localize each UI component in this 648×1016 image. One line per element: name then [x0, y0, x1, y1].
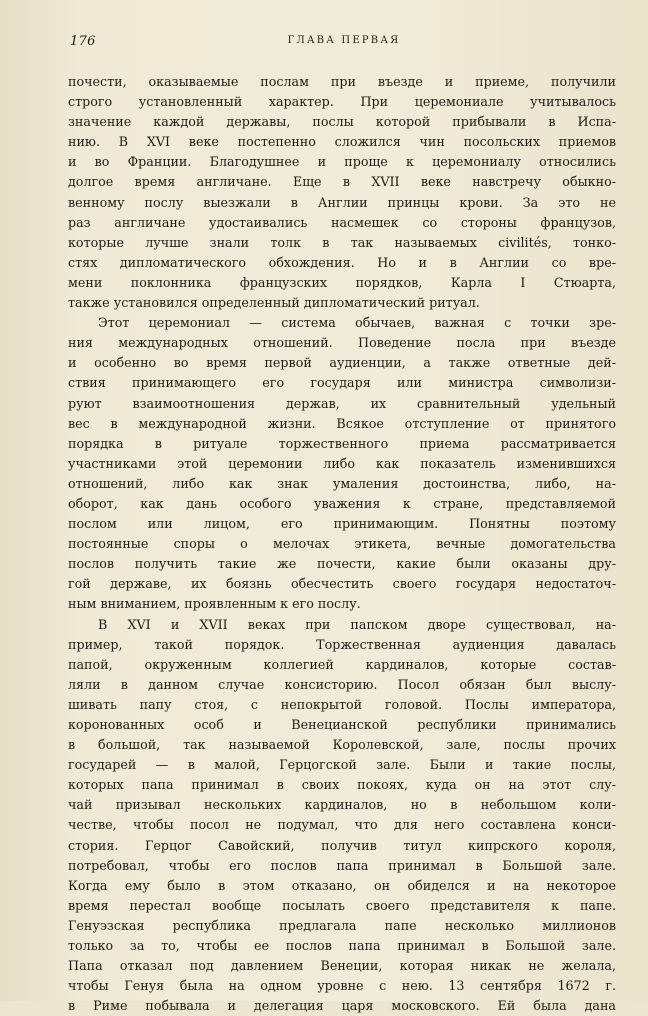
- text-line: в большой, так называемой Королевской, зале, послы прочих: [68, 737, 616, 753]
- text-line: также установился определенный дипломатический ритуал.: [68, 295, 480, 311]
- text-line: нию. В XVI веке постепенно сложился чин посольских приемов: [68, 134, 616, 150]
- text-line: потребовал, чтобы его послов папа принимал в Большой зале.: [68, 857, 616, 873]
- text-line: которых папа принимал в своих покоях, куда он на этот слу-: [68, 777, 616, 793]
- text-line: почести, оказываемые послам при въезде и приеме, получили: [68, 74, 616, 89]
- text-line: участниками этой церемонии либо как показатель изменившихся: [68, 455, 616, 471]
- text-line: ствия принимающего его государя или министра символизи-: [68, 375, 616, 391]
- text-line: Этот церемониал — система обычаев, важная с точки зре-: [98, 315, 616, 331]
- text-line: венному послу выезжали в Англии принцы крови. За это не: [68, 194, 616, 210]
- text-line: мени поклонника французских порядков, Карла I Стюарта,: [68, 274, 616, 290]
- text-line: гой державе, их боязнь обесчестить своего государя недостаточ-: [68, 576, 616, 592]
- text-line: честве, чтобы посол не подумал, что для него составлена конси-: [68, 817, 616, 833]
- text-line: время перестал вообще посылать своего представителя к папе.: [68, 897, 616, 913]
- page-header: [70, 34, 618, 54]
- text-line: постоянные споры о мелочах этикета, вечные домогательства: [68, 536, 616, 552]
- text-line: и особенно во время первой аудиенции, а также ответные дей-: [68, 355, 616, 371]
- text-line: в Риме побывала и делегация царя московского. Ей была дана: [68, 998, 616, 1014]
- text-line: шивать папу стоя, с непокрытой головой. Послы императора,: [68, 696, 616, 712]
- text-line: которые лучше знали толк в так называемых civilités, тонко-: [68, 234, 616, 250]
- text-line: руют взаимоотношения держав, их сравнительный удельный: [68, 395, 616, 411]
- text-line: послов получить такие же почести, какие были оказаны дру-: [68, 556, 616, 572]
- text-line: стях дипломатического обхождения. Но и в Англии со вре-: [68, 254, 616, 270]
- text-line: вес в международной жизни. Всякое отступление от принятого: [68, 415, 616, 431]
- text-line: долгое время англичане. Еще в XVII веке навстречу обыкно-: [68, 174, 616, 190]
- text-line: Когда ему было в этом отказано, он обиделся и на некоторое: [68, 877, 616, 893]
- text-line: послом или лицом, его принимающим. Понятны поэтому: [68, 516, 616, 532]
- text-line: коронованных особ и Венецианской республики принимались: [68, 717, 616, 732]
- body-text: [68, 72, 616, 1016]
- text-line: значение каждой державы, послы которой прибывали в Испа-: [68, 114, 616, 130]
- text-line: отношений, либо как знак умаления достоинства, либо, на-: [68, 475, 616, 491]
- text-line: папой, окруженным коллегией кардиналов, которые состав-: [68, 656, 616, 672]
- text-line: пример, такой порядок. Торжественная аудиенция давалась: [68, 636, 616, 652]
- text-line: порядка в ритуале торжественного приема рассматривается: [68, 435, 616, 451]
- text-line: стория. Герцог Савойский, получив титул кипрского короля,: [68, 837, 616, 853]
- page-number: 176: [70, 34, 96, 49]
- running-head: ГЛАВА ПЕРВАЯ: [287, 35, 401, 46]
- text-line: Папа отказал под давлением Венеции, которая никак не желала,: [68, 958, 616, 974]
- text-line: оборот, как дань особого уважения к стране, представляемой: [68, 495, 616, 511]
- text-line: государей — в малой, Герцогской зале. Были и такие послы,: [68, 757, 616, 773]
- text-line: и во Франции. Благодушнее и проще к церемониалу относились: [68, 154, 616, 170]
- text-line: чай призывал нескольких кардиналов, но в небольшом коли-: [68, 797, 616, 813]
- text-line: Генуэзская республика предлагала папе несколько миллионов: [68, 917, 616, 933]
- text-line: раз англичане удостаивались насмешек со стороны французов,: [68, 214, 616, 230]
- text-line: В XVI и XVII веках при папском дворе существовал, на-: [98, 616, 616, 632]
- text-line: ния международных отношений. Поведение посла при въезде: [68, 335, 616, 351]
- text-line: чтобы Генуя была на одном уровне с нею. 13 сентября 1672 г.: [68, 978, 616, 994]
- text-line: ляли в данном случае консисторию. Посол обязан был выслу-: [68, 676, 616, 692]
- text-line: только за то, чтобы ее послов папа принимал в Большой зале.: [68, 938, 616, 954]
- text-line: ным вниманием, проявленным к его послу.: [68, 596, 361, 612]
- text-line: строго установленный характер. При церемониале учитывалось: [68, 94, 616, 110]
